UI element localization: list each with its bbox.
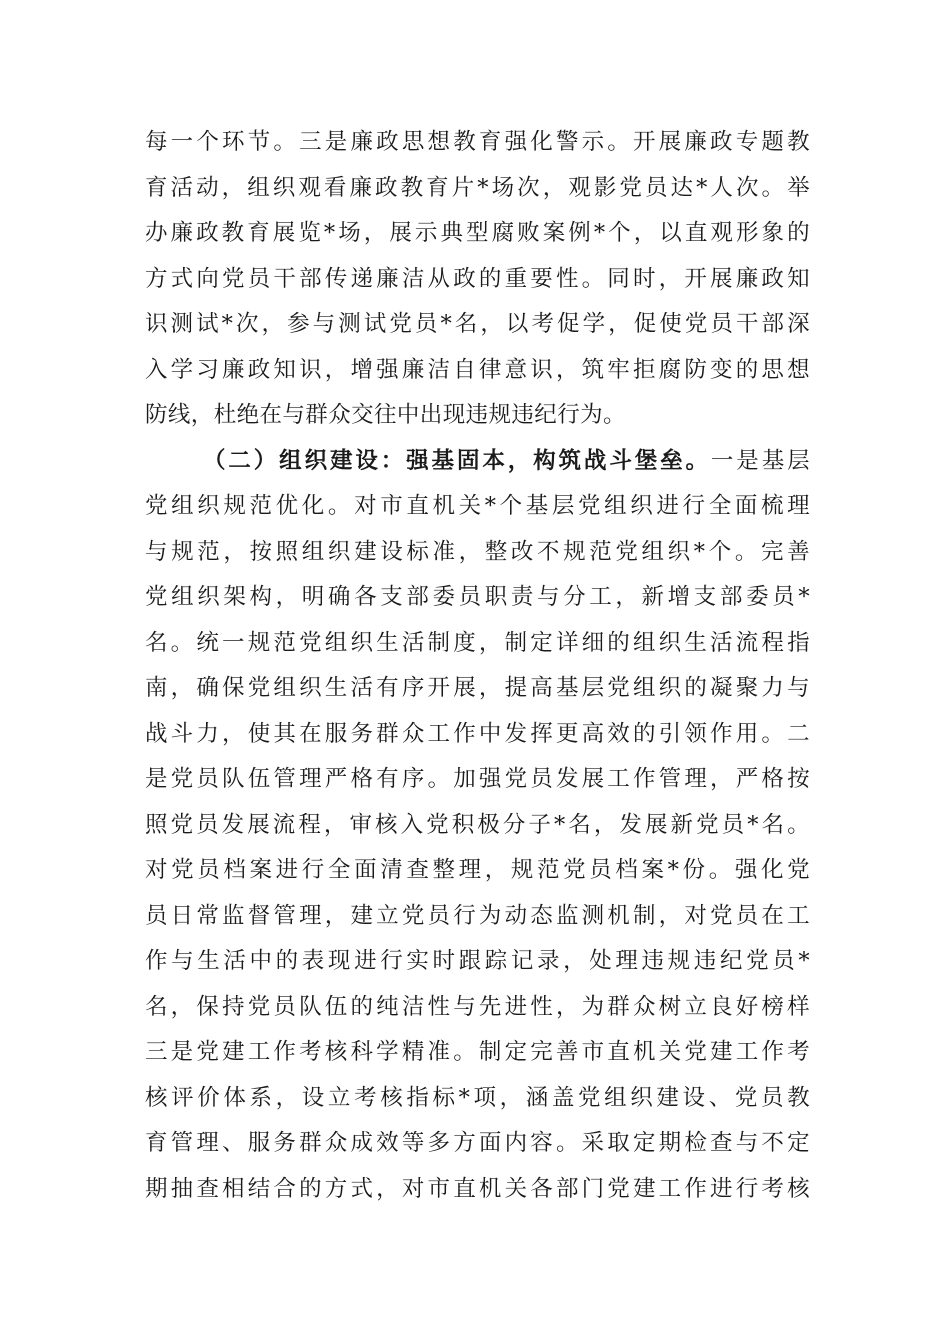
text-line: 党组织规范优化。对市直机关*个基层党组织进行全面梳理 [145, 493, 810, 519]
text-line: 办廉政教育展览*场，展示典型腐败案例*个，以直观形象的 [145, 220, 810, 246]
text-line: 三是党建工作考核科学精准。制定完善市直机关党建工作考 [145, 1039, 810, 1065]
text-line: 是党员队伍管理严格有序。加强党员发展工作管理，严格按 [145, 766, 810, 792]
text-line: 与规范，按照组织建设标准，整改不规范党组织*个。完善 [145, 538, 810, 565]
text-line: 方式向党员干部传递廉洁从政的重要性。同时，开展廉政知 [145, 265, 810, 292]
text-line: 核评价体系，设立考核指标*项，涵盖党组织建设、党员教 [145, 1084, 810, 1111]
section-heading-continuation: 一是基层 [710, 447, 810, 474]
paragraph-discipline-education [145, 120, 810, 439]
text-line: 防线，杜绝在与群众交往中出现违规违纪行为。 [145, 402, 626, 428]
text-line: 识测试*次，参与测试党员*名，以考促学，促使党员干部深 [145, 311, 810, 337]
section-heading: （二）组织建设：强基固本，构筑战斗堡垒。 [203, 447, 711, 474]
text-line: 党组织架构，明确各支部委员职责与分工，新增支部委员* [145, 584, 810, 610]
text-line: 入学习廉政知识，增强廉洁自律意识，筑牢拒腐防变的思想 [145, 356, 810, 383]
text-line: 作与生活中的表现进行实时跟踪记录，处理违规违纪党员* [145, 948, 810, 974]
paragraph-organization-building [145, 439, 810, 1213]
text-line: 期抽查相结合的方式，对市直机关各部门党建工作进行考核 [145, 1175, 810, 1202]
text-line: 育管理、服务群众成效等多方面内容。采取定期检查与不定 [145, 1130, 810, 1156]
text-line: 对党员档案进行全面清查整理，规范党员档案*份。强化党 [145, 857, 810, 883]
text-line: 照党员发展流程，审核入党积极分子*名，发展新党员*名。 [145, 811, 810, 838]
text-line: 员日常监督管理，建立党员行为动态监测机制，对党员在工 [145, 902, 810, 929]
text-line: 名。统一规范党组织生活制度，制定详细的组织生活流程指 [145, 629, 810, 656]
section-heading-line [145, 439, 810, 485]
text-line: 名，保持党员队伍的纯洁性与先进性，为群众树立良好榜样 [145, 993, 810, 1020]
document-body [145, 120, 810, 1212]
text-line: 战斗力，使其在服务群众工作中发挥更高效的引领作用。二 [145, 720, 810, 747]
text-line: 南，确保党组织生活有序开展，提高基层党组织的凝聚力与 [145, 675, 810, 701]
text-line: 每一个环节。三是廉政思想教育强化警示。开展廉政专题教 [145, 129, 810, 155]
text-line: 育活动，组织观看廉政教育片*场次，观影党员达*人次。举 [145, 174, 810, 201]
